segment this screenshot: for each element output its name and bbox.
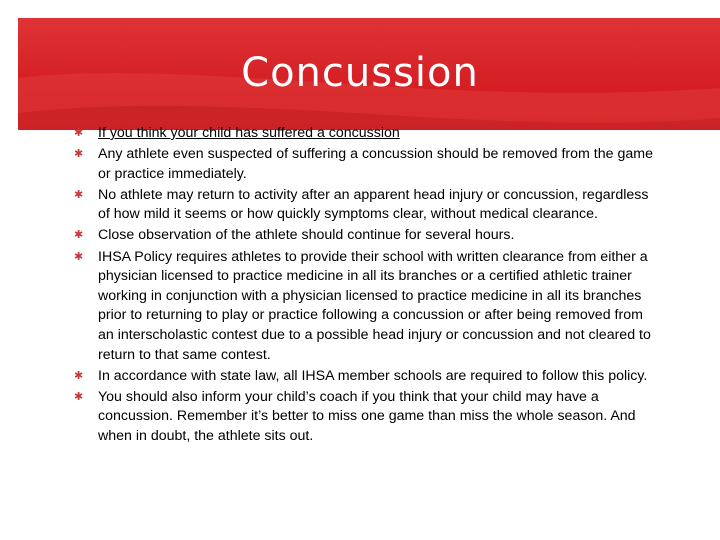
bullet-item: [74, 248, 654, 366]
bullet-text: If you think your child has suffered a concussion: [98, 125, 400, 141]
bullet-text: In accordance with state law, all IHSA member schools are required to follow this policy.: [98, 367, 648, 384]
bullet-item: [74, 367, 654, 387]
bullet-text: IHSA Policy requires athletes to provide their school with written clearance from either a physician licensed to practice medicine in all its branches or a certified athletic trainer working in conjunction with a physician licensed to practice medicine in all its branches prior to returning to play or practice following a concussion or after being removed from an interscholastic contest due to a possible head injury or concussion and not cleared to return to that same contest.: [98, 248, 651, 363]
bullet-item: [74, 124, 654, 144]
bullet-text: You should also inform your child’s coach if you think that your child may have a concussion. Remember it’s better to miss one game than miss the whole season. And when in doubt, the athlete sits out.: [98, 388, 636, 444]
bullet-item: [74, 226, 654, 246]
bullet-text: No athlete may return to activity after an apparent head injury or concussion, regardless of how mild it seems or how quickly symptoms clear, without medical clearance.: [98, 186, 649, 223]
asterisk-bullet-icon: ✱: [74, 369, 84, 382]
bullet-list-container: [74, 124, 654, 448]
bullet-list: [74, 124, 654, 447]
asterisk-bullet-icon: ✱: [74, 250, 84, 263]
asterisk-bullet-icon: ✱: [74, 148, 84, 161]
bullet-item: [74, 388, 654, 447]
bullet-item: [74, 186, 654, 225]
bullet-text: Any athlete even suspected of suffering a concussion should be removed from the game or practice immediately.: [98, 146, 653, 182]
asterisk-bullet-icon: ✱: [74, 127, 84, 139]
bullet-text: Close observation of the athlete should continue for several hours.: [98, 227, 515, 244]
bullet-item: [74, 145, 654, 184]
asterisk-bullet-icon: ✱: [74, 390, 84, 403]
asterisk-bullet-icon: ✱: [74, 188, 84, 201]
asterisk-bullet-icon: ✱: [74, 229, 84, 242]
slide-title: Concussion: [241, 50, 479, 96]
